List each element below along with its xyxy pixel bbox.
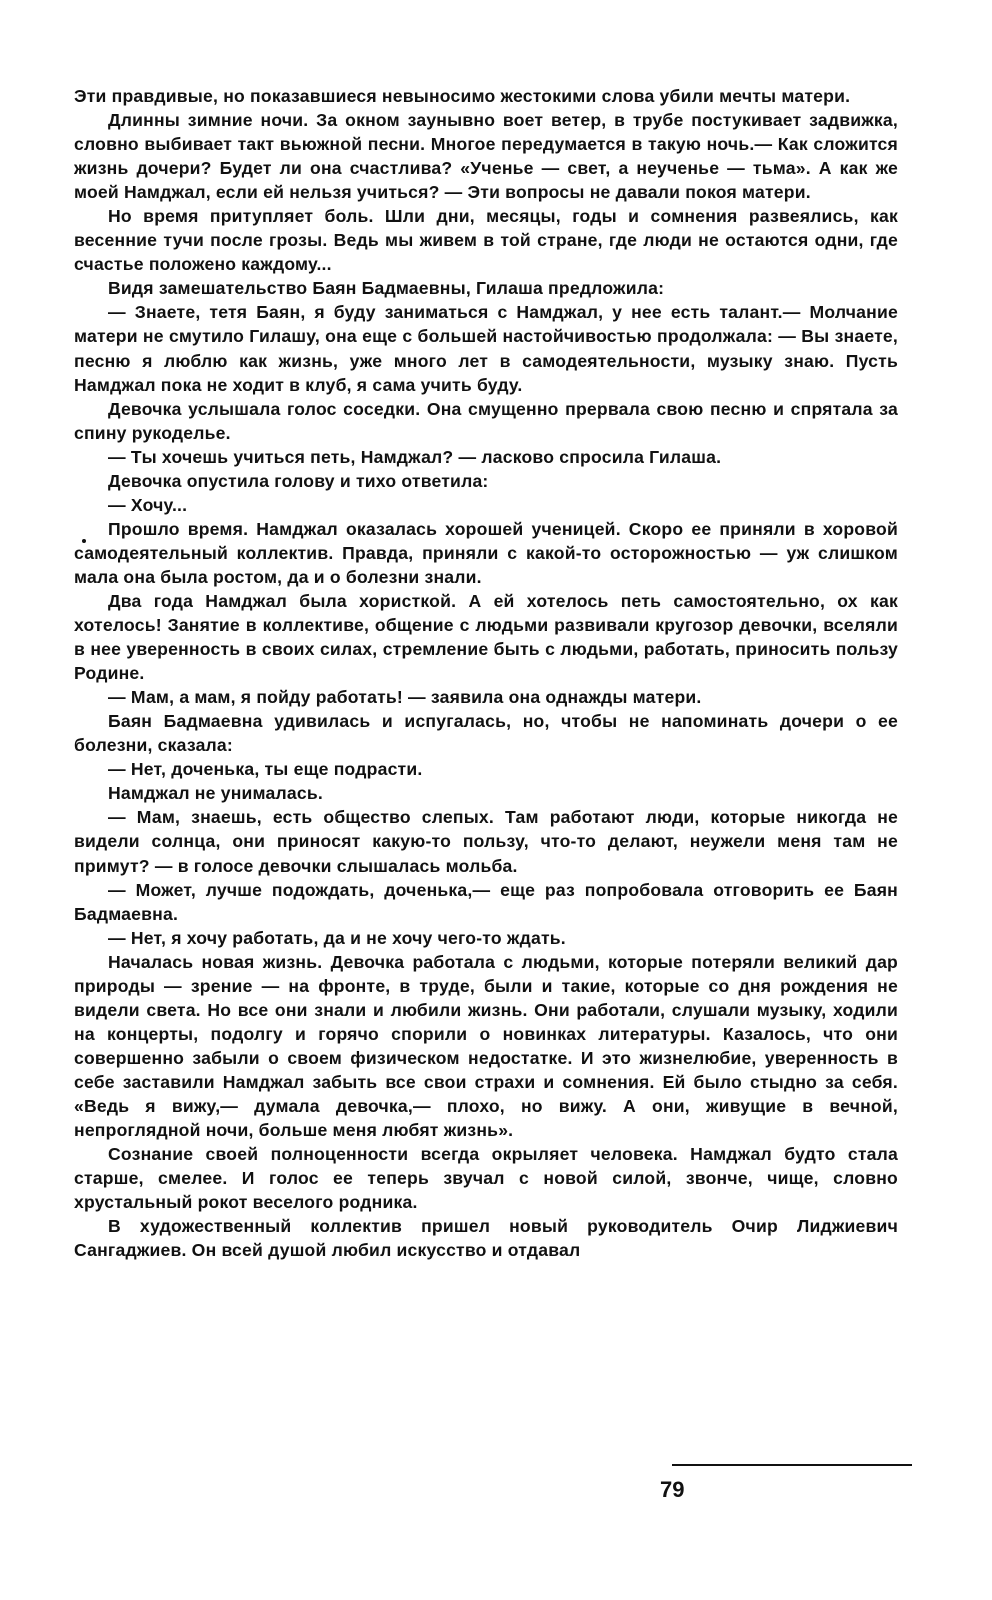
- page-number: 79: [660, 1477, 685, 1502]
- paragraph: — Ты хочешь учиться петь, Намджал? — ласково спросила Гилаша.: [108, 446, 722, 467]
- paragraph: — Знаете, тетя Баян, я буду заниматься с Намджал, у нее есть талант.— Молчание матери не смутило Гилашу, она еще с большей настойчивостью продолжала: — Вы знаете, песню я люблю как жизнь, уже много лет в самодеятельности, музыку знаю. Пусть Намджал пока не ходит в клуб, я сама учить буду.: [74, 302, 898, 395]
- page-body: [74, 84, 898, 1262]
- paragraph: Началась новая жизнь. Девочка работала с людьми, которые потеряли великий дар природы — зрение — на фронте, в труде, были и такие, которые со дня рождения не видели света. Но все они знали и любили жизнь. Они работали, слушали музыку, ходили на концерты, подолгу и горячо спорили о новинках литературы. Казалось, что они совершенно забыли о своем физическом недостатке. И это жизнелюбие, уверенность в себе заставили Намджал забыть все свои страхи и сомнения. Ей было стыдно за себя. «Ведь я вижу,— думала девочка,— плохо, но вижу. А они, живущие в вечной, непроглядной ночи, больше меня любят жизнь».: [74, 951, 898, 1141]
- paragraph: Эти правдивые, но показавшиеся невыносимо жестокими слова убили мечты матери.: [74, 86, 851, 106]
- paragraph: — Мам, знаешь, есть общество слепых. Там работают люди, которые никогда не видели солнца, они приносят какую-то пользу, что-то делают, неужели меня там не примут? — в голосе девочки слышалась мольба.: [74, 807, 898, 876]
- paragraph: Намджал не унималась.: [108, 783, 323, 804]
- paragraph: В художественный коллектив пришел новый руководитель Очир Лиджиевич Сангаджиев. Он всей душой любил искусство и отдавал: [74, 1216, 898, 1261]
- paragraph: Сознание своей полноценности всегда окрыляет человека. Намджал будто стала старше, смелее. И голос ее теперь звучал с новой силой, звонче, чище, словно хрустальный рокот веселого родника.: [74, 1144, 898, 1213]
- paragraph: — Нет, я хочу работать, да и не хочу чего-то ждать.: [108, 927, 566, 948]
- paragraph: Прошло время. Намджал оказалась хорошей ученицей. Скоро ее приняли в хоровой самодеятельный коллектив. Правда, приняли с какой-то осторожностью — уж слишком мала она была ростом, да и о болезни знали.: [74, 518, 898, 587]
- paragraph: Видя замешательство Баян Бадмаевны, Гилаша предложила:: [108, 278, 665, 299]
- paragraph: Девочка опустила голову и тихо ответила:: [108, 470, 489, 491]
- paragraph: Два года Намджал была хористкой. А ей хотелось петь самостоятельно, ох как хотелось! Занятие в коллективе, общение с людьми развивали кругозор девочки, вселяли в нее уверенность в своих силах, стремление быть с людьми, работать, приносить пользу Родине.: [74, 590, 898, 684]
- print-speck: [82, 539, 86, 543]
- paragraph: — Мам, а мам, я пойду работать! — заявила она однажды матери.: [108, 687, 702, 708]
- paragraph: Но время притупляет боль. Шли дни, месяцы, годы и сомнения развеялись, как весенние тучи после грозы. Ведь мы живем в той стране, где люди не остаются одни, где счастье положено каждому...: [74, 206, 898, 275]
- paragraph: Баян Бадмаевна удивилась и испугалась, но, чтобы не напоминать дочери о ее болезни, сказала:: [74, 711, 898, 756]
- paragraph: — Хочу...: [108, 494, 188, 515]
- paragraph: Девочка услышала голос соседки. Она смущенно прервала свою песню и спрятала за спину рукоделье.: [74, 398, 898, 443]
- paragraph: — Нет, доченька, ты еще подрасти.: [108, 759, 423, 780]
- paragraph: — Может, лучше подождать, доченька,— еще раз попробовала отговорить ее Баян Бадмаевна.: [74, 879, 898, 924]
- footer-rule: [672, 1464, 912, 1466]
- paragraph: Длинны зимние ночи. За окном заунывно воет ветер, в трубе постукивает задвижка, словно выбивает такт вьюжной песни. Многое передумается в такую ночь.— Как сложится жизнь дочери? Будет ли она счастлива? «Ученье — свет, а неученье — тьма». А как же моей Намджал, если ей нельзя учиться? — Эти вопросы не давали покоя матери.: [74, 110, 898, 203]
